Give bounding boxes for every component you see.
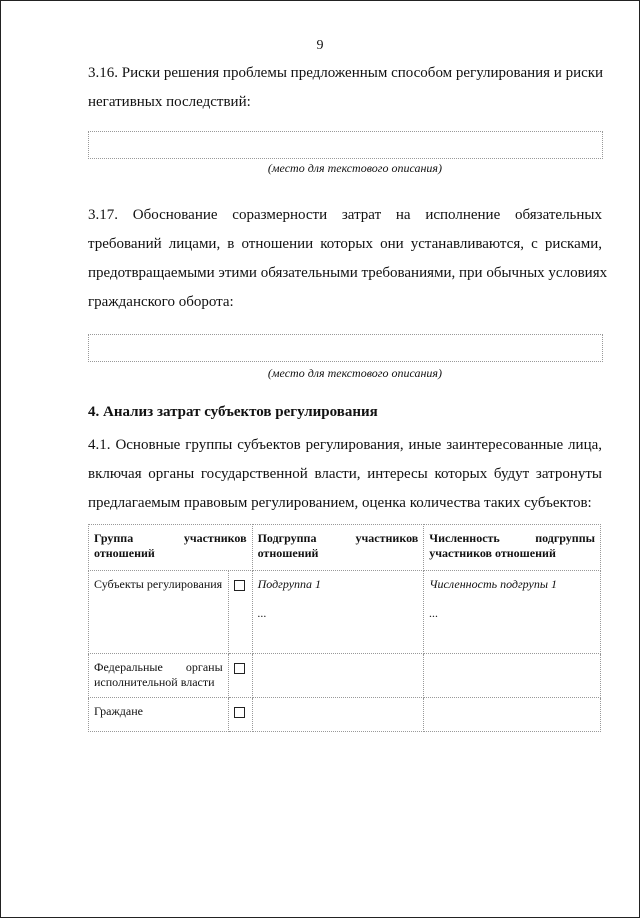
text-description-field[interactable] <box>88 334 603 362</box>
group-cell: Субъекты регулирования <box>89 571 229 654</box>
subgroup-count: Численность подгрупы 1 <box>429 577 557 591</box>
checkbox[interactable] <box>234 663 245 674</box>
text-line: включая органы государственной власти, интересы которых будут затронуты <box>88 466 602 482</box>
header-text: Подгруппа <box>257 531 317 545</box>
header-text: участников <box>183 531 247 545</box>
text-line: негативных последствий: <box>88 94 251 110</box>
checkbox[interactable] <box>234 707 245 718</box>
text-line: 4.1. Основные группы субъектов регулирования, иные заинтересованные лица, <box>88 437 602 453</box>
text-description-field[interactable] <box>88 131 603 159</box>
header-text: участников <box>355 531 419 545</box>
checkbox-cell <box>228 698 252 732</box>
table-row <box>89 654 601 698</box>
section-4-1-text <box>88 431 602 518</box>
section-4-heading: 4. Анализ затрат субъектов регулирования <box>88 404 378 420</box>
subgroup-cell <box>252 698 424 732</box>
subjects-table <box>88 524 601 732</box>
section-3-17-text <box>88 201 608 317</box>
count-cell <box>424 571 601 654</box>
ellipsis: ... <box>257 606 267 620</box>
section-3-16-text <box>88 59 602 117</box>
table-header-row <box>89 525 601 571</box>
header-text: участников отношений <box>429 546 556 560</box>
text-line: 3.16. Риски решения проблемы предложенным способом регулирования и риски <box>88 65 604 81</box>
ellipsis: ... <box>429 606 439 620</box>
header-count <box>424 525 601 571</box>
checkbox[interactable] <box>234 580 245 591</box>
subgroup-cell <box>252 571 424 654</box>
header-text: Численность <box>429 531 500 545</box>
checkbox-cell <box>228 654 252 698</box>
table-row <box>89 571 601 654</box>
count-cell <box>424 698 601 732</box>
group-cell: Граждане <box>89 698 229 732</box>
header-text: отношений <box>94 546 155 560</box>
count-cell <box>424 654 601 698</box>
header-text: подгруппы <box>535 531 595 545</box>
subgroup-name: Подгруппа 1 <box>257 577 322 591</box>
page-number: 9 <box>316 38 324 53</box>
text-line: предотвращаемыми этими обязательными требованиями, при обычных условиях <box>88 265 608 281</box>
header-subgroup <box>252 525 424 571</box>
header-text: Группа <box>94 531 134 545</box>
text-line: 3.17. Обоснование соразмерности затрат на исполнение обязательных <box>88 207 602 223</box>
checkbox-cell <box>228 571 252 654</box>
header-group <box>89 525 253 571</box>
text-line: гражданского оборота: <box>88 294 234 310</box>
subgroup-cell <box>252 654 424 698</box>
table-row <box>89 698 601 732</box>
text-description-caption: (место для текстового описания) <box>267 161 442 175</box>
text-line: требований лицами, в отношении которых они устанавливаются, с рисками, <box>88 236 602 252</box>
text-line: предлагаемым правовым регулированием, оценка количества таких субъектов: <box>88 495 592 511</box>
group-cell: Федеральные органы исполнительной власти <box>89 654 229 698</box>
header-text: отношений <box>257 546 319 560</box>
text-description-caption: (место для текстового описания) <box>267 366 442 380</box>
